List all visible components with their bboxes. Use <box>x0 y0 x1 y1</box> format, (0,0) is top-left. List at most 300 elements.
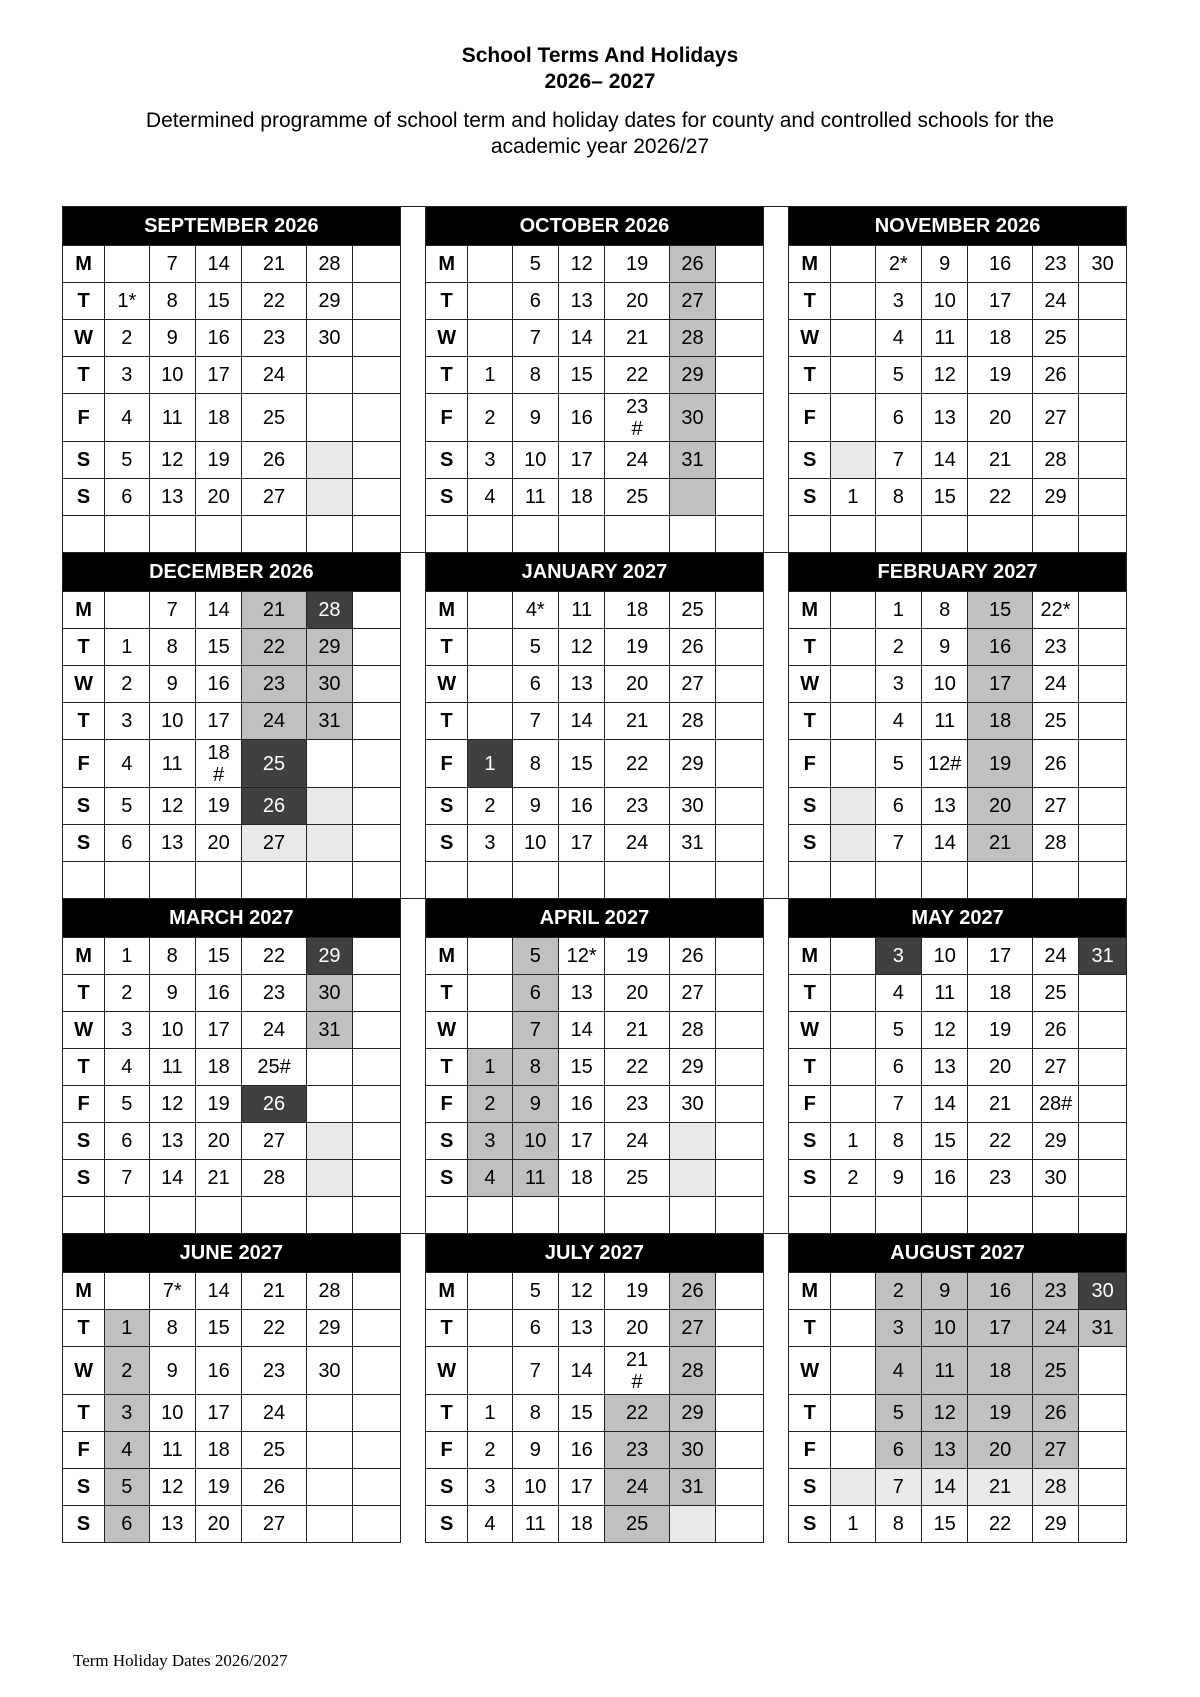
column-gap <box>400 1160 425 1197</box>
column-gap <box>400 394 425 442</box>
date-cell <box>306 1049 352 1086</box>
date-cell <box>353 825 401 862</box>
date-cell <box>105 1273 149 1310</box>
weekday-label: T <box>63 357 105 394</box>
date-cell: 14 <box>922 1086 968 1123</box>
weekday-label: T <box>426 1049 468 1086</box>
date-cell: 10 <box>922 1310 968 1347</box>
date-cell: 18 # <box>195 740 241 788</box>
date-cell: 21 <box>242 1273 306 1310</box>
month-header: AUGUST 2027 <box>789 1234 1127 1273</box>
date-cell: 25 <box>605 1160 669 1197</box>
empty-cell <box>105 862 149 899</box>
date-cell: 11 <box>922 975 968 1012</box>
date-cell: 2 <box>831 1160 875 1197</box>
footer-text: Term Holiday Dates 2026/2027 <box>73 1651 288 1670</box>
weekday-label: S <box>426 1160 468 1197</box>
date-cell: 12 <box>922 357 968 394</box>
date-cell <box>468 1347 512 1395</box>
date-cell: 10 <box>922 666 968 703</box>
date-cell <box>306 825 352 862</box>
column-gap <box>763 740 788 788</box>
date-cell <box>353 1012 401 1049</box>
date-cell: 23 <box>605 788 669 825</box>
date-cell: 1 <box>468 1395 512 1432</box>
date-cell: 20 <box>195 825 241 862</box>
date-cell: 6 <box>105 1123 149 1160</box>
date-cell: 14 <box>149 1160 195 1197</box>
date-cell: 18 <box>968 1347 1032 1395</box>
date-cell: 6 <box>875 1049 921 1086</box>
date-cell: 30 <box>1079 1273 1127 1310</box>
month-header: OCTOBER 2026 <box>426 207 764 246</box>
date-cell <box>716 975 764 1012</box>
month-header: MAY 2027 <box>789 899 1127 938</box>
weekday-label: T <box>789 1395 831 1432</box>
column-gap <box>400 1123 425 1160</box>
date-cell: 2 <box>468 788 512 825</box>
date-cell <box>306 1395 352 1432</box>
date-cell: 13 <box>149 825 195 862</box>
date-cell: 14 <box>195 246 241 283</box>
date-cell: 13 <box>558 975 604 1012</box>
date-cell: 10 <box>512 1123 558 1160</box>
date-cell: 29 <box>669 1395 715 1432</box>
date-cell: 22 <box>968 479 1032 516</box>
date-cell: 21 <box>242 246 306 283</box>
date-cell: 9 <box>149 975 195 1012</box>
date-cell: 6 <box>105 1506 149 1543</box>
date-cell: 14 <box>558 703 604 740</box>
column-gap <box>763 553 788 592</box>
weekday-label: F <box>63 1432 105 1469</box>
date-cell: 1 <box>875 592 921 629</box>
date-cell: 17 <box>558 1123 604 1160</box>
date-cell <box>716 825 764 862</box>
column-gap <box>400 1234 425 1273</box>
date-cell: 12# <box>922 740 968 788</box>
date-cell: 5 <box>875 357 921 394</box>
date-cell <box>306 394 352 442</box>
weekday-label: S <box>789 1160 831 1197</box>
date-cell: 9 <box>512 1086 558 1123</box>
date-cell <box>716 283 764 320</box>
date-cell <box>716 740 764 788</box>
date-cell: 31 <box>669 1469 715 1506</box>
date-cell: 26 <box>669 629 715 666</box>
date-cell: 26 <box>242 788 306 825</box>
date-cell: 8 <box>875 479 921 516</box>
column-gap <box>763 1234 788 1273</box>
empty-cell <box>306 516 352 553</box>
weekday-label: T <box>789 703 831 740</box>
column-gap <box>400 975 425 1012</box>
date-cell: 29 <box>669 1049 715 1086</box>
date-cell: 29 <box>1032 479 1078 516</box>
empty-cell <box>968 1197 1032 1234</box>
column-gap <box>763 592 788 629</box>
date-cell: 7 <box>512 1347 558 1395</box>
date-cell: 16 <box>195 1347 241 1395</box>
date-cell: 7 <box>512 703 558 740</box>
date-cell: 7 <box>875 1469 921 1506</box>
column-gap <box>763 1123 788 1160</box>
column-gap <box>400 740 425 788</box>
date-cell: 4 <box>875 1347 921 1395</box>
date-cell <box>353 1086 401 1123</box>
date-cell: 26 <box>242 1469 306 1506</box>
date-cell: 15 <box>922 1506 968 1543</box>
date-cell: 21 <box>968 1086 1032 1123</box>
date-cell <box>831 666 875 703</box>
empty-cell <box>922 516 968 553</box>
date-cell: 14 <box>558 320 604 357</box>
date-cell <box>353 788 401 825</box>
column-gap <box>400 1012 425 1049</box>
column-gap <box>763 862 788 899</box>
empty-cell <box>716 1197 764 1234</box>
weekday-label: S <box>63 442 105 479</box>
date-cell: 17 <box>195 357 241 394</box>
date-cell: 3 <box>105 703 149 740</box>
column-gap <box>763 1469 788 1506</box>
date-cell: 17 <box>968 666 1032 703</box>
date-cell: 12 <box>558 1273 604 1310</box>
date-cell <box>1079 666 1127 703</box>
date-cell: 19 <box>605 938 669 975</box>
column-gap <box>763 442 788 479</box>
date-cell: 15 <box>195 938 241 975</box>
date-cell: 9 <box>512 1432 558 1469</box>
column-gap <box>400 1469 425 1506</box>
date-cell: 12 <box>558 629 604 666</box>
date-cell: 8 <box>149 283 195 320</box>
date-cell <box>716 246 764 283</box>
date-cell: 24 <box>242 1395 306 1432</box>
date-cell: 2 <box>105 320 149 357</box>
date-cell: 17 <box>195 1395 241 1432</box>
date-cell: 8 <box>922 592 968 629</box>
date-cell: 12 <box>149 442 195 479</box>
date-cell <box>716 1049 764 1086</box>
date-cell <box>306 1160 352 1197</box>
date-cell: 11 <box>149 1432 195 1469</box>
date-cell: 7 <box>875 442 921 479</box>
date-cell: 5 <box>875 1012 921 1049</box>
weekday-label: S <box>63 825 105 862</box>
date-cell: 12 <box>922 1395 968 1432</box>
date-cell <box>353 629 401 666</box>
weekday-label: F <box>426 394 468 442</box>
column-gap <box>763 1086 788 1123</box>
date-cell: 18 <box>558 1506 604 1543</box>
column-gap <box>400 516 425 553</box>
date-cell: 7 <box>512 320 558 357</box>
date-cell: 8 <box>149 1310 195 1347</box>
date-cell <box>105 592 149 629</box>
weekday-label: S <box>426 1506 468 1543</box>
date-cell: 11 <box>149 1049 195 1086</box>
date-cell: 7* <box>149 1273 195 1310</box>
date-cell: 26 <box>1032 1012 1078 1049</box>
date-cell: 10 <box>149 1395 195 1432</box>
date-cell <box>1079 357 1127 394</box>
date-cell: 23 # <box>605 394 669 442</box>
document-title: School Terms And Holidays <box>461 44 739 67</box>
date-cell: 6 <box>105 479 149 516</box>
date-cell: 6 <box>512 666 558 703</box>
date-cell <box>716 1395 764 1432</box>
date-cell: 24 <box>242 1012 306 1049</box>
date-cell <box>468 975 512 1012</box>
empty-cell <box>875 1197 921 1234</box>
date-cell: 26 <box>669 938 715 975</box>
date-cell: 28 <box>306 1273 352 1310</box>
date-cell: 12 <box>922 1012 968 1049</box>
date-cell: 13 <box>149 1506 195 1543</box>
date-cell: 13 <box>558 666 604 703</box>
date-cell: 11 <box>512 479 558 516</box>
date-cell: 2 <box>468 1086 512 1123</box>
date-cell: 4 <box>875 703 921 740</box>
empty-cell <box>195 862 241 899</box>
date-cell: 13 <box>922 1049 968 1086</box>
weekday-label: W <box>63 1347 105 1395</box>
date-cell <box>831 975 875 1012</box>
weekday-label: S <box>789 1123 831 1160</box>
date-cell: 23 <box>242 975 306 1012</box>
date-cell <box>716 1123 764 1160</box>
date-cell: 17 <box>968 283 1032 320</box>
column-gap <box>763 357 788 394</box>
date-cell: 4 <box>468 479 512 516</box>
weekday-label: W <box>789 1012 831 1049</box>
column-gap <box>763 1012 788 1049</box>
column-gap <box>400 442 425 479</box>
date-cell: 19 <box>605 1273 669 1310</box>
column-gap <box>763 899 788 938</box>
date-cell: 19 <box>968 357 1032 394</box>
empty-cell <box>468 516 512 553</box>
date-cell: 15 <box>558 1049 604 1086</box>
date-cell: 5 <box>105 1469 149 1506</box>
date-cell: 5 <box>512 246 558 283</box>
date-cell <box>716 788 764 825</box>
empty-cell <box>426 516 468 553</box>
empty-cell <box>1032 516 1078 553</box>
date-cell: 24 <box>1032 666 1078 703</box>
date-cell: 14 <box>922 1469 968 1506</box>
weekday-label: W <box>63 320 105 357</box>
weekday-label: T <box>426 283 468 320</box>
date-cell: 29 <box>306 283 352 320</box>
date-cell: 6 <box>875 1432 921 1469</box>
date-cell: 17 <box>968 938 1032 975</box>
date-cell: 28# <box>1032 1086 1078 1123</box>
weekday-label: F <box>426 1432 468 1469</box>
date-cell: 6 <box>512 283 558 320</box>
date-cell: 29 <box>669 357 715 394</box>
weekday-label: S <box>63 1123 105 1160</box>
date-cell: 6 <box>512 1310 558 1347</box>
weekday-label: M <box>63 938 105 975</box>
date-cell: 18 <box>558 479 604 516</box>
empty-cell <box>605 1197 669 1234</box>
month-header: SEPTEMBER 2026 <box>63 207 401 246</box>
weekday-label: S <box>789 788 831 825</box>
date-cell: 26 <box>1032 357 1078 394</box>
date-cell: 2 <box>468 394 512 442</box>
date-cell <box>831 1347 875 1395</box>
date-cell <box>353 283 401 320</box>
date-cell <box>105 246 149 283</box>
month-header: FEBRUARY 2027 <box>789 553 1127 592</box>
weekday-label: F <box>789 1086 831 1123</box>
date-cell: 4 <box>105 394 149 442</box>
date-cell: 26 <box>669 1273 715 1310</box>
weekday-label: S <box>63 788 105 825</box>
weekday-label: M <box>426 592 468 629</box>
weekday-label: T <box>789 975 831 1012</box>
weekday-label: T <box>789 357 831 394</box>
column-gap <box>763 516 788 553</box>
date-cell: 18 <box>968 320 1032 357</box>
date-cell: 29 <box>1032 1506 1078 1543</box>
column-gap <box>400 320 425 357</box>
date-cell: 9 <box>149 1347 195 1395</box>
date-cell: 16 <box>922 1160 968 1197</box>
weekday-label: W <box>63 666 105 703</box>
date-cell <box>1079 629 1127 666</box>
weekday-label: T <box>63 283 105 320</box>
date-cell: 21 <box>968 442 1032 479</box>
date-cell: 25 <box>605 479 669 516</box>
date-cell: 3 <box>105 1012 149 1049</box>
date-cell <box>1079 1469 1127 1506</box>
date-cell: 18 <box>605 592 669 629</box>
column-gap <box>400 207 425 246</box>
empty-cell <box>512 862 558 899</box>
month-header: DECEMBER 2026 <box>63 553 401 592</box>
weekday-label: F <box>63 740 105 788</box>
date-cell: 1 <box>831 1506 875 1543</box>
date-cell <box>353 1049 401 1086</box>
empty-cell <box>789 1197 831 1234</box>
empty-cell <box>63 1197 105 1234</box>
date-cell: 23 <box>605 1086 669 1123</box>
date-cell <box>1079 1012 1127 1049</box>
date-cell: 16 <box>558 1432 604 1469</box>
date-cell <box>353 666 401 703</box>
date-cell: 18 <box>195 1049 241 1086</box>
column-gap <box>763 320 788 357</box>
date-cell: 5 <box>512 938 558 975</box>
weekday-label: W <box>426 1012 468 1049</box>
date-cell: 17 <box>968 1310 1032 1347</box>
empty-cell <box>831 1197 875 1234</box>
date-cell: 3 <box>875 938 921 975</box>
date-cell: 1 <box>105 938 149 975</box>
date-cell: 22 <box>605 740 669 788</box>
date-cell <box>1079 283 1127 320</box>
date-cell: 8 <box>512 357 558 394</box>
date-cell: 31 <box>1079 938 1127 975</box>
column-gap <box>400 553 425 592</box>
date-cell: 26 <box>242 1086 306 1123</box>
date-cell: 28 <box>669 1012 715 1049</box>
date-cell: 26 <box>669 246 715 283</box>
empty-cell <box>63 862 105 899</box>
date-cell <box>1079 788 1127 825</box>
date-cell <box>716 1012 764 1049</box>
date-cell: 1 <box>468 740 512 788</box>
date-cell <box>468 246 512 283</box>
date-cell <box>831 703 875 740</box>
weekday-label: T <box>426 975 468 1012</box>
date-cell: 12 <box>149 788 195 825</box>
weekday-label: W <box>426 320 468 357</box>
date-cell: 2 <box>875 1273 921 1310</box>
date-cell: 12 <box>149 1469 195 1506</box>
weekday-label: S <box>426 1123 468 1160</box>
weekday-label: M <box>789 1273 831 1310</box>
date-cell: 22 <box>605 1395 669 1432</box>
date-cell: 17 <box>558 825 604 862</box>
date-cell <box>306 479 352 516</box>
date-cell <box>1079 1506 1127 1543</box>
date-cell: 17 <box>558 1469 604 1506</box>
date-cell <box>1079 320 1127 357</box>
weekday-label: M <box>789 246 831 283</box>
date-cell <box>716 1432 764 1469</box>
date-cell: 30 <box>669 1086 715 1123</box>
date-cell: 28 <box>242 1160 306 1197</box>
weekday-label: F <box>63 1086 105 1123</box>
empty-cell <box>105 516 149 553</box>
date-cell <box>1079 1432 1127 1469</box>
date-cell <box>353 320 401 357</box>
date-cell <box>353 1310 401 1347</box>
date-cell: 15 <box>195 283 241 320</box>
date-cell <box>353 1506 401 1543</box>
date-cell: 7 <box>149 592 195 629</box>
date-cell: 25 <box>1032 1347 1078 1395</box>
empty-cell <box>63 516 105 553</box>
date-cell: 30 <box>669 394 715 442</box>
column-gap <box>763 394 788 442</box>
weekday-label: T <box>789 283 831 320</box>
date-cell: 10 <box>512 442 558 479</box>
empty-cell <box>669 516 715 553</box>
date-cell: 24 <box>242 703 306 740</box>
date-cell <box>468 320 512 357</box>
empty-cell <box>922 1197 968 1234</box>
date-cell: 9 <box>875 1160 921 1197</box>
column-gap <box>763 1310 788 1347</box>
date-cell: 12 <box>149 1086 195 1123</box>
empty-cell <box>242 516 306 553</box>
date-cell <box>716 357 764 394</box>
date-cell <box>831 442 875 479</box>
date-cell <box>1079 1395 1127 1432</box>
column-gap <box>763 629 788 666</box>
column-gap <box>763 1347 788 1395</box>
weekday-label: F <box>789 394 831 442</box>
date-cell: 1 <box>105 629 149 666</box>
date-cell: 25 <box>242 394 306 442</box>
date-cell: 23 <box>1032 629 1078 666</box>
date-cell: 5 <box>105 788 149 825</box>
